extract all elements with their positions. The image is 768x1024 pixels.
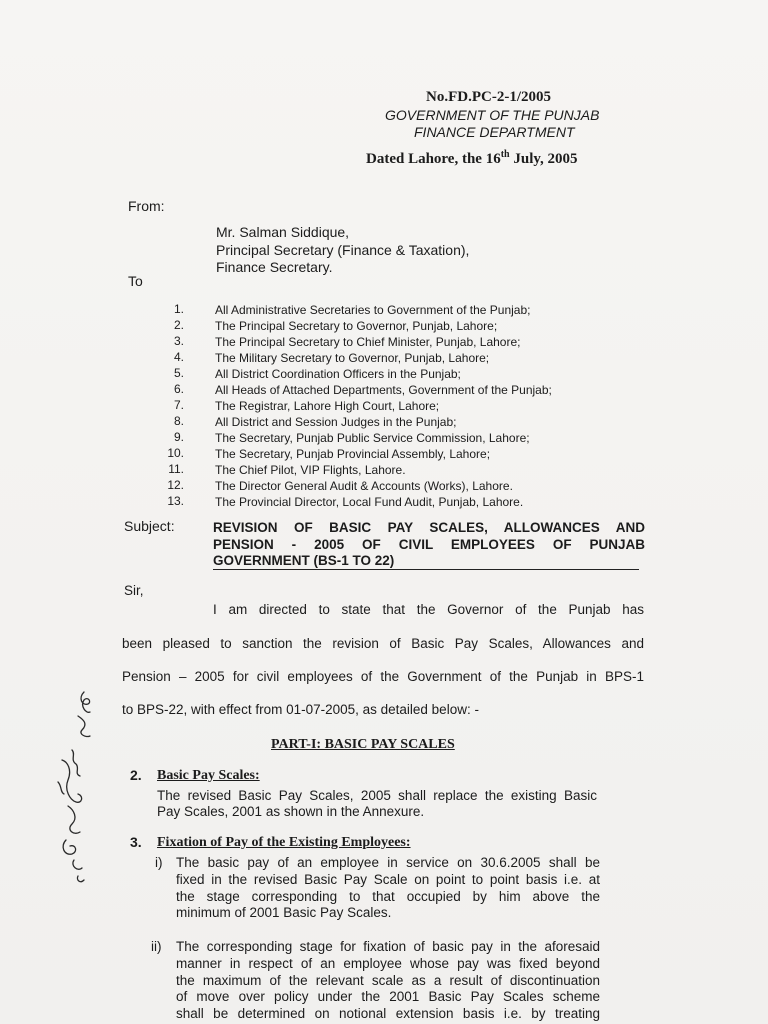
- item-marker: i): [155, 855, 163, 870]
- to-label: To: [128, 273, 143, 289]
- recipient-text: The Secretary, Punjab Provincial Assembly, Lahore;: [215, 447, 491, 461]
- salutation: Sir,: [124, 583, 144, 598]
- recipient-text: All Heads of Attached Departments, Government of the Punjab;: [215, 383, 552, 397]
- recipient-number: 7.: [173, 398, 184, 412]
- recipient-number: 8.: [173, 414, 184, 428]
- recipient-number: 13.: [167, 494, 184, 508]
- item-text: of move over policy under the 2001 Basic Pay Scales scheme: [176, 989, 600, 1004]
- subject-line-1: REVISION OF BASIC PAY SCALES, ALLOWANCES AND: [213, 520, 645, 535]
- recipient-number: 6.: [173, 382, 184, 396]
- item-marker: ii): [151, 939, 162, 954]
- from-label: From:: [128, 198, 165, 214]
- date-prefix: Dated Lahore, the 16: [366, 151, 501, 167]
- sender-designation: Finance Secretary.: [216, 259, 333, 275]
- recipient-text: The Principal Secretary to Chief Minister, Punjab, Lahore;: [215, 335, 521, 349]
- section-title: Basic Pay Scales:: [157, 768, 260, 783]
- recipient-text: The Military Secretary to Governor, Punjab, Lahore;: [215, 351, 490, 365]
- subject-line-2: PENSION - 2005 OF CIVIL EMPLOYEES OF PUNJAB: [213, 537, 645, 552]
- recipient-number: 1.: [173, 302, 184, 316]
- sender-title: Principal Secretary (Finance & Taxation),: [216, 242, 470, 258]
- recipient-text: The Chief Pilot, VIP Flights, Lahore.: [215, 463, 406, 477]
- date-superscript: th: [500, 149, 510, 160]
- section-number: 3.: [130, 834, 142, 850]
- item-text: shall be determined on notional extension basis i.e. by treating: [176, 1006, 600, 1021]
- recipient-number: 11.: [168, 462, 184, 476]
- body-line-1: I am directed to state that the Governor of the Punjab has: [213, 602, 644, 617]
- body-line-3: Pension – 2005 for civil employees of the Government of the Punjab in BPS-1: [122, 669, 644, 684]
- recipient-number: 2.: [173, 318, 184, 332]
- subject-line-3: GOVERNMENT (BS-1 TO 22): [213, 553, 395, 568]
- reference-number: No.FD.PC-2-1/2005: [426, 89, 551, 105]
- recipient-number: 9.: [173, 430, 184, 444]
- recipient-text: All Administrative Secretaries to Government of the Punjab;: [215, 303, 531, 317]
- recipient-number: 3.: [173, 334, 184, 348]
- department-name: FINANCE DEPARTMENT: [414, 124, 575, 140]
- subject-label: Subject:: [124, 518, 175, 534]
- recipient-number: 12.: [167, 478, 184, 492]
- recipient-number: 5.: [173, 366, 184, 380]
- item-text: manner in respect of an employee whose pay was fixed beyond: [176, 956, 600, 971]
- part-heading: PART-I: BASIC PAY SCALES: [271, 737, 455, 752]
- recipient-text: The Provincial Director, Local Fund Audit, Punjab, Lahore.: [215, 495, 524, 509]
- recipient-number: 4.: [173, 350, 184, 364]
- recipient-text: All District Coordination Officers in the Punjab;: [215, 367, 461, 381]
- recipient-text: The Principal Secretary to Governor, Punjab, Lahore;: [215, 319, 498, 333]
- sender-name: Mr. Salman Siddique,: [216, 224, 350, 240]
- section-title: Fixation of Pay of the Existing Employees:: [157, 835, 411, 850]
- section-text: The revised Basic Pay Scales, 2005 shall replace the existing Basic: [157, 788, 597, 803]
- recipient-text: The Registrar, Lahore High Court, Lahore;: [215, 399, 440, 413]
- body-line-2: been pleased to sanction the revision of Basic Pay Scales, Allowances and: [122, 636, 644, 651]
- date-suffix: July, 2005: [509, 151, 578, 167]
- recipient-text: All District and Session Judges in the Punjab;: [215, 415, 457, 429]
- item-text: fixed in the revised Basic Pay Scale on point to point basis i.e. at: [176, 872, 600, 887]
- item-text: the maximum of the relevant scale as a result of discontinuation: [176, 973, 600, 988]
- section-text: Pay Scales, 2001 as shown in the Annexure.: [157, 804, 425, 819]
- handwritten-signature: [48, 690, 118, 890]
- subject-underline: [213, 569, 639, 570]
- item-text: The corresponding stage for fixation of basic pay in the aforesaid: [176, 939, 600, 954]
- recipient-text: The Director General Audit & Accounts (Works), Lahore.: [215, 479, 513, 493]
- item-text: The basic pay of an employee in service on 30.6.2005 shall be: [176, 855, 600, 870]
- letter-date: [366, 149, 578, 168]
- body-line-4: to BPS-22, with effect from 01-07-2005, as detailed below: -: [122, 702, 479, 717]
- recipient-number: 10.: [167, 446, 184, 460]
- section-number: 2.: [130, 767, 142, 783]
- item-text: minimum of 2001 Basic Pay Scales.: [176, 905, 392, 920]
- item-text: the stage corresponding to that occupied by him above the: [176, 889, 600, 904]
- recipient-text: The Secretary, Punjab Public Service Commission, Lahore;: [215, 431, 530, 445]
- government-name: GOVERNMENT OF THE PUNJAB: [385, 107, 600, 123]
